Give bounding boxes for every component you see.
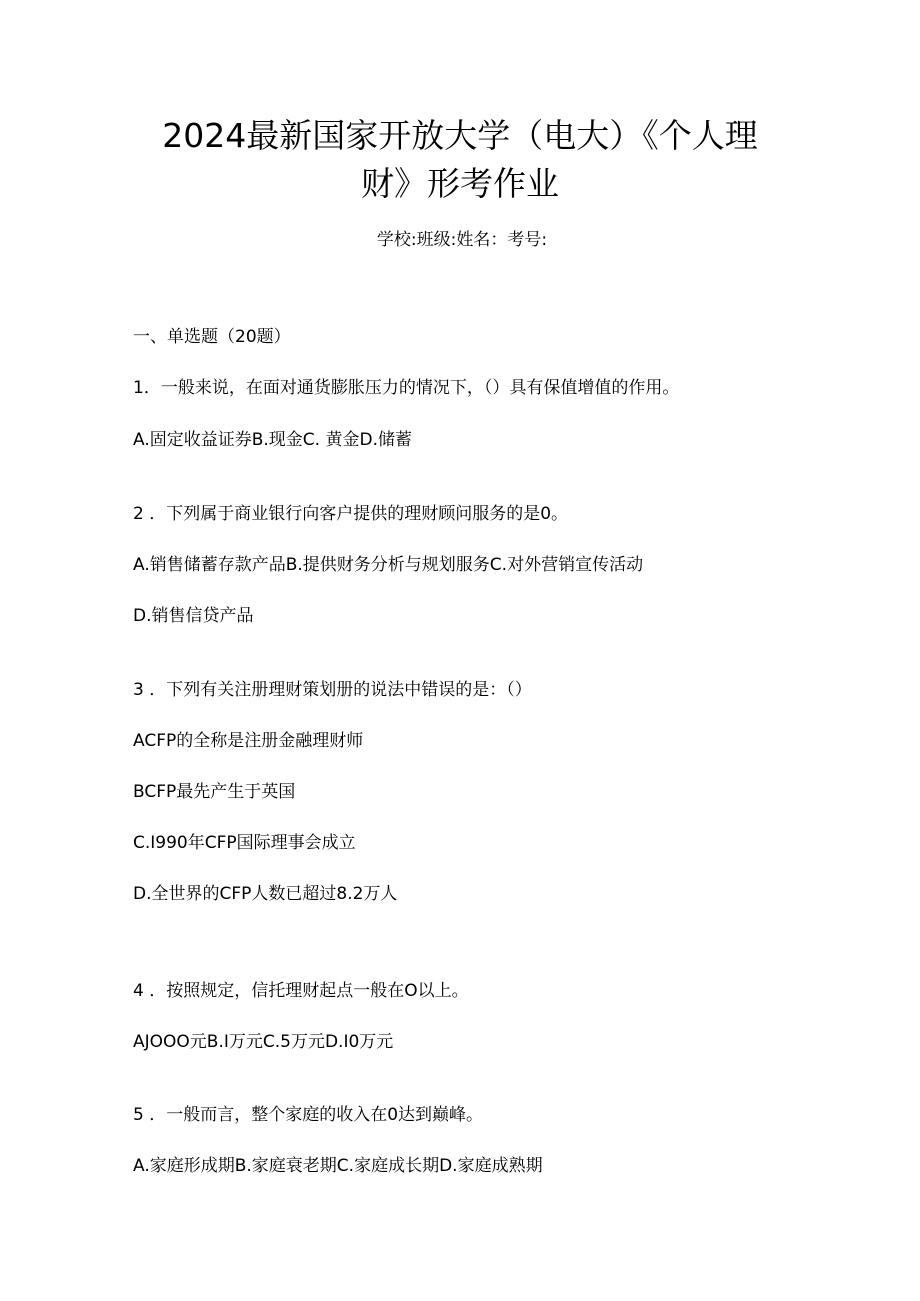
- title-line-1: 2024最新国家开放大学（电大）《个人理: [162, 116, 758, 155]
- question-1-options: A.固定收益证券B.现金C. 黄金D.储蓄: [133, 430, 412, 450]
- question-3-stem: 3 ．下列有关注册理财策划册的说法中错误的是：（）: [133, 680, 532, 700]
- student-info-text: 学校:班级:姓名：考号:: [376, 230, 548, 250]
- question-3-option-c: C.I990年CFP国际理事会成立: [133, 833, 356, 853]
- question-3-option-b: BCFP最先产生于英国: [133, 782, 296, 802]
- question-4-options: AJOOO元B.I万元C.5万元D.I0万元: [133, 1032, 394, 1052]
- question-3-option-d: D.全世界的CFP人数已超过8.2万人: [133, 884, 398, 904]
- question-3-option-a: ACFP的全称是注册金融理财师: [133, 731, 364, 751]
- section-heading: 一、单选题（20题）: [133, 327, 291, 347]
- student-info-line: [0, 228, 920, 252]
- question-4-stem: 4 ．按照规定，信托理财起点一般在O以上。: [133, 981, 469, 1001]
- question-5-stem: 5 ．一般而言，整个家庭的收入在0达到巅峰。: [133, 1105, 484, 1125]
- question-2-option-d: D.销售信贷产品: [133, 606, 254, 626]
- document-title: [120, 112, 800, 208]
- question-5-options: A.家庭形成期B.家庭衰老期C.家庭成长期D.家庭成熟期: [133, 1156, 543, 1176]
- question-2-options: A.销售储蓄存款产品B.提供财务分析与规划服务C.对外营销宣传活动: [133, 555, 644, 575]
- question-2-stem: 2 ．下列属于商业银行向客户提供的理财顾问服务的是0。: [133, 504, 569, 524]
- title-line-2: 财》形考作业: [361, 164, 559, 203]
- question-1-stem: 1．一般来说，在面对通货膨胀压力的情况下，（）具有保值增值的作用。: [133, 378, 680, 398]
